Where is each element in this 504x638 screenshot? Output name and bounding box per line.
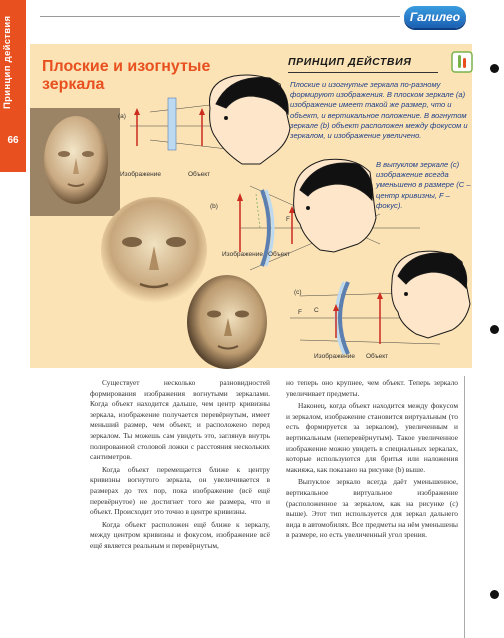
face-illustration [392,251,470,338]
page-number: 66 [7,135,19,146]
body-column-right [286,378,458,541]
binder-hole [490,64,499,73]
body-paragraph: Наконец, когда объект находится между фокусом и зеркалом, изображение становится виртуальным (то есть формируется за зеркалом), увеличенным и вертикальным (неперевёрнутым). Такое увеличенное изображение можно увидеть в специальных зеркалах, которые используются для бритья или наложения макияжа, как показано на рисунке (b) выше. [286,401,458,474]
principle-heading: ПРИНЦИП ДЕЙСТВИЯ [288,56,412,68]
diagram-tag: (a) [118,113,126,120]
binder-hole [490,325,499,334]
diagram-tag: (b) [210,203,218,210]
body-paragraph: Когда объект расположен ещё ближе к зеркалу, между центром кривизны и фокусом, изображение всё ещё является реальным и перевёрнутым, [90,519,270,550]
center-label: C [314,307,319,314]
body-paragraph: Выпуклое зеркало всегда даёт уменьшенное, вертикальное виртуальное изображение (расположенное за зеркалом, как на рисунке (c) выше). Этот тип используется для зеркал дальнего вида в автомобилях. Все предметы на нём уменьшены в размере, но есть увеличенный угол зрения. [286,477,458,540]
image-label: Изображение [314,353,355,360]
mirror-diagrams [110,68,472,368]
focus-label: F [286,216,290,223]
face-illustration [294,159,376,252]
binder-hole [490,590,499,599]
article-title: Плоские и изогнутые зеркала [42,58,211,93]
galileo-logo: Галилео [404,6,466,28]
image-label: Изображение [120,171,161,178]
object-label: Объект [366,353,389,360]
body-paragraph: Когда объект перемещается ближе к центру кривизны вогнутого зеркала, он увеличивается в размерах до тех пор, пока изображение (всё ещё перевёрнутое) не достигнет того же размера, что и объект. Происходит это точно в центре кривизны. [90,464,270,517]
margin-rule [464,376,465,638]
body-paragraph: Существует несколько разновидностей формирования изображения вогнутыми зеркалами. Когда объект находится дальше, чем центр кривизны зеркала, изображение получается перевёрнутым, имеет меньший размер, чем объект, и расположено перед зеркалом. Ты можешь сам увидеть это, заглянув внутрь полированной столовой ложки с расстояния нескольких сантиметров. [90,378,270,462]
focus-label: F [298,309,302,316]
image-label: Изображение [222,251,263,258]
header-rule [40,16,400,17]
face-illustration [210,75,291,164]
principle-text: Плоские и изогнутые зеркала по-разному формируют изображения. В плоском зеркале (a) изображение имеет такой же размер, что и объект, и вертикальное положение. В вогнутом зеркале (b) объект расположен между фокусом и зеркалом, и изображение увеличено. [290,80,468,141]
object-label: Объект [188,171,211,178]
principle-text-convex: В выпуклом зеркале (c) изображение всегда уменьшено в размере (C – центр кривизны, F – фокус). [376,160,471,210]
body-paragraph: но теперь оно крупнее, чем объект. Теперь зеркало увеличивает предметы. [286,378,458,398]
body-column-left [90,378,270,552]
object-label: Объект [268,251,291,258]
diagram-tag: (c) [294,289,302,296]
section-sidebar [0,0,26,172]
section-label: Принцип действия [2,15,13,109]
plane-mirror [168,98,176,150]
